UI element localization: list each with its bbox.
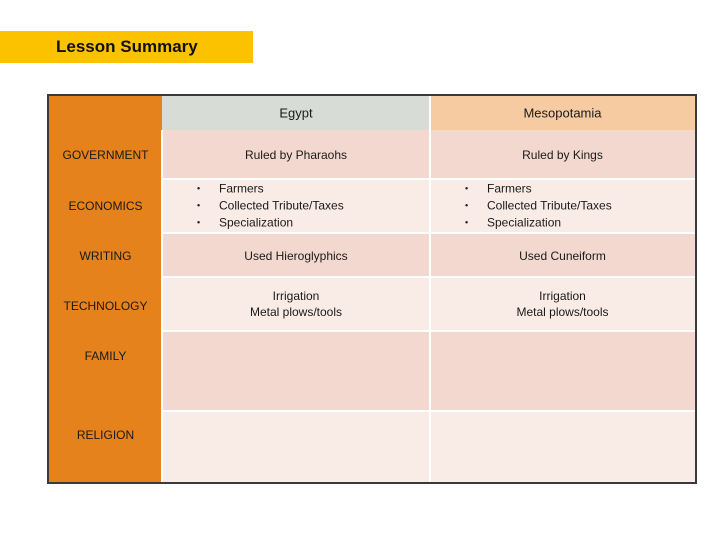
list-item: • Specialization — [197, 215, 344, 232]
cell-government-meso — [430, 130, 695, 179]
bullet-list — [197, 181, 344, 232]
cell-text-group — [430, 288, 695, 320]
cell-economics-meso — [430, 179, 695, 233]
cell-text: Ruled by Kings — [522, 148, 603, 162]
list-item: • Collected Tribute/Taxes — [465, 198, 612, 215]
cell-text: Used Hieroglyphics — [244, 249, 348, 263]
row-label-religion: RELIGION — [76, 428, 135, 442]
cell-line: Irrigation — [272, 289, 320, 303]
divider-row-5 — [162, 410, 695, 412]
row-label-government: GOVERNMENT — [62, 148, 149, 162]
cell-line: Metal plows/tools — [516, 305, 609, 319]
row-label-family: FAMILY — [84, 349, 127, 363]
header-mesopotamia — [430, 96, 695, 130]
cell-text: Ruled by Pharaohs — [244, 148, 348, 162]
cell-line: Metal plows/tools — [249, 305, 343, 319]
list-item: • Farmers — [465, 181, 612, 198]
row-label-writing: WRITING — [79, 249, 132, 263]
list-item: • Specialization — [465, 215, 612, 232]
cell-writing-egypt — [162, 233, 430, 277]
header-egypt-label: Egypt — [279, 105, 313, 121]
bullet-list — [465, 181, 612, 232]
cell-technology-meso — [430, 277, 695, 331]
list-item: • Farmers — [197, 181, 344, 198]
cell-text-group — [162, 288, 430, 320]
row-label-economics: ECONOMICS — [68, 199, 143, 213]
cell-line: Irrigation — [539, 289, 586, 303]
lesson-summary-banner — [0, 31, 253, 63]
header-mesopotamia-label: Mesopotamia — [523, 105, 602, 121]
cell-writing-meso — [430, 233, 695, 277]
row-label-technology: TECHNOLOGY — [63, 299, 148, 313]
cell-government-egypt — [162, 130, 430, 179]
summary-table — [47, 94, 697, 484]
list-item: • Collected Tribute/Taxes — [197, 198, 344, 215]
banner-title: Lesson Summary — [56, 37, 198, 56]
cell-text: Used Cuneiform — [519, 249, 606, 263]
header-egypt — [162, 96, 430, 130]
cell-technology-egypt — [162, 277, 430, 331]
cell-economics-egypt — [162, 179, 430, 233]
